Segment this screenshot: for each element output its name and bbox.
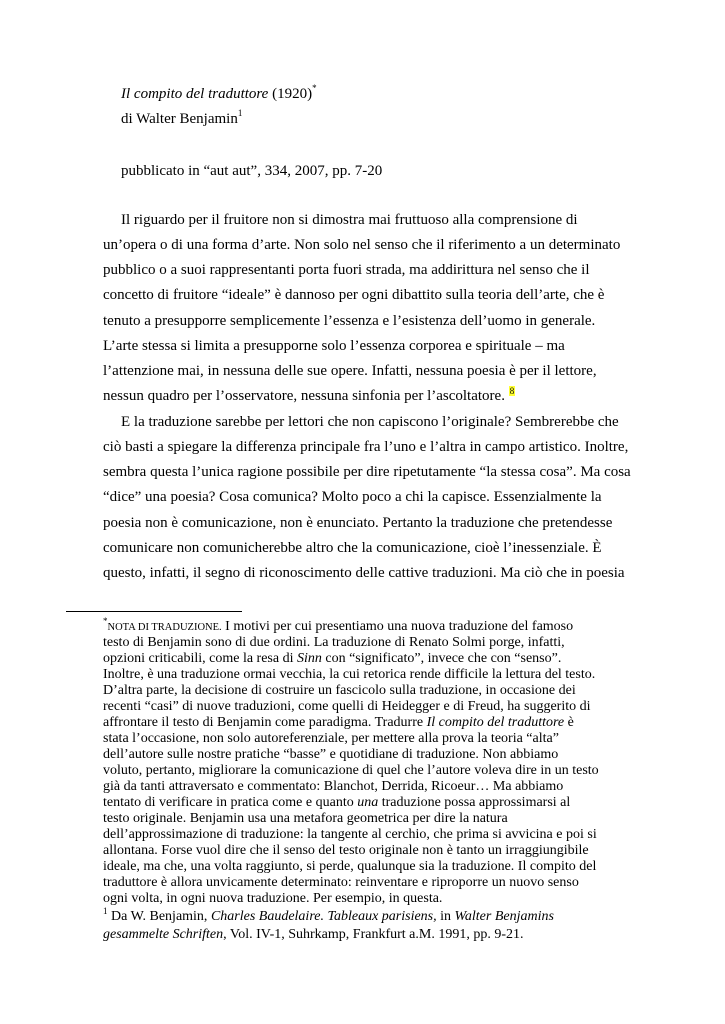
author-line	[121, 108, 243, 128]
footnote-text: è	[564, 715, 574, 730]
footnote-mark: *	[103, 616, 108, 626]
footnote-label: NOTA DI TRADUZIONE.	[107, 622, 222, 633]
title-line	[121, 83, 317, 103]
footnote-italic: una	[357, 795, 379, 810]
body-line: concetto di fruitore “ideale” è dannoso per ogni dibattito sulla teoria dell’arte, che è	[103, 287, 605, 303]
title-note-mark[interactable]: *	[312, 83, 317, 93]
body-line: pubblico o a suoi rappresentanti porta fuori strada, ma addirittura nel senso che il	[103, 262, 590, 278]
body-line: E la traduzione sarebbe per lettori che non capiscono l’originale? Sembrerebbe che	[121, 414, 619, 430]
footnote-line: D’altra parte, la decisione di costruire un fascicolo sulla traduzione, in occasione dei	[103, 683, 576, 698]
footnote-text: con “significato”, invece che con “senso”.	[321, 651, 562, 666]
footnote-text: traduzione possa approssimarsi al	[378, 795, 571, 810]
body-line: L’arte stessa si limita a presupporne solo l’essenza corporea e spirituale – ma	[103, 338, 565, 354]
footnote-italic: gesammelte Schriften	[103, 927, 224, 942]
body-line-with-mark	[103, 388, 515, 405]
footnote-line	[103, 616, 574, 635]
footnote-text: Da W. Benjamin,	[107, 909, 211, 924]
body-line: “dice” una poesia? Cosa comunica? Molto poco a chi la capisce. Essenzialmente la	[103, 489, 602, 505]
footnote-text: I motivi per cui presentiamo una nuova traduzione del famoso	[221, 619, 574, 634]
footnote-line: stata l’occasione, non solo autoreferenziale, per mettere alla prova la teoria “alta”	[103, 731, 559, 746]
author-note-mark[interactable]: 1	[237, 108, 243, 118]
footnote-line	[103, 795, 570, 811]
footnote-line: recenti “casi” di nuove traduzioni, come quelli di Heidegger e di Freud, ha suggerito di	[103, 699, 591, 714]
footnote-text: , Vol. IV-1, Suhrkamp, Frankfurt a.M. 1991, pp. 9-21.	[223, 927, 524, 942]
body-line: questo, infatti, il segno di riconoscimento delle cattive traduzioni. Ma ciò che in poesia	[103, 565, 625, 581]
body-line-text: nessun quadro per l’osservatore, nessuna sinfonia per l’ascoltatore.	[103, 388, 509, 404]
footnote-line: voluto, pertanto, migliorare la comunicazione di quel che l’autore voleva dire in un testo	[103, 763, 599, 778]
footnote-separator	[66, 611, 242, 612]
footnote-line: dell’approssimazione di traduzione: la tangente al cerchio, che prima si avvicina e poi si	[103, 827, 597, 842]
footnote-line: testo originale. Benjamin usa una metafora geometrica per dire la natura	[103, 811, 508, 826]
footnote-italic: Walter Benjamins	[454, 909, 554, 924]
footnote-line: testo di Benjamin sono di due ordini. La traduzione di Renato Solmi porge, infatti,	[103, 635, 565, 650]
footnote-line: allontana. Forse vuol dire che il senso del testo originale non è tanto un irraggiungibile	[103, 843, 589, 858]
body-line: tenuto a presupporre semplicemente l’essenza e l’esistenza dell’uomo in generale.	[103, 313, 596, 329]
body-line: l’attenzione mai, in nessuna delle sue opere. Infatti, nessuna poesia è per il lettore,	[103, 363, 597, 379]
highlighted-note-mark[interactable]: 8	[509, 386, 515, 396]
footnote-line: Inoltre, è una traduzione ormai vecchia, la cui retorica rende difficile la lettura del testo.	[103, 667, 596, 682]
body-line: Il riguardo per il fruitore non si dimostra mai fruttuoso alla comprensione di	[121, 212, 578, 228]
footnote-line: già da tanti attraversato e commentato: Blanchot, Derrida, Ricoeur… Ma abbiamo	[103, 779, 564, 794]
footnote-italic: Sinn	[296, 651, 322, 666]
publication-line: pubblicato in “aut aut”, 334, 2007, pp. 7-20	[121, 163, 383, 179]
footnote-line	[103, 715, 574, 731]
body-line: ciò basti a spiegare la differenza principale fra l’uno e l’altra in campo artistico. Inoltre,	[103, 439, 629, 455]
body-line: un’opera o di una forma d’arte. Non solo nel senso che il riferimento a un determinato	[103, 237, 621, 253]
title-text: Il compito del traduttore	[121, 86, 269, 102]
footnote-italic: Il compito del traduttore	[426, 715, 565, 730]
body-line: poesia non è comunicazione, non è enunciato. Pertanto la traduzione che pretendesse	[103, 515, 613, 531]
footnote-text: in	[436, 909, 455, 924]
footnote-line	[103, 927, 523, 943]
body-line: comunicare non comunicherebbe altro che la comunicazione, cioè l’inessenziale. È	[103, 540, 602, 556]
footnote-line: traduttore è allora unvicamente determinato: reinventare e riproporre un nuovo senso	[103, 875, 579, 890]
footnote-mark: 1	[103, 906, 108, 916]
footnote-line: ideale, ma che, una volta raggiunto, si perde, qualunque sia la traduzione. Il compito del	[103, 859, 597, 874]
footnote-line	[103, 906, 554, 925]
footnote-text: tentato di verificare in pratica come e quanto	[103, 795, 358, 810]
title-year: (1920)	[268, 86, 313, 102]
footnote-text: affrontare il testo di Benjamin come paradigma. Tradurre	[103, 715, 427, 730]
footnote-italic: Charles Baudelaire. Tableaux parisiens,	[210, 909, 437, 924]
body-line: sembra questa l’unica ragione possibile per dire ripetutamente “la stessa cosa”. Ma cosa	[103, 464, 631, 480]
footnote-text: opzioni criticabili, come la resa di	[103, 651, 297, 666]
footnote-line	[103, 651, 561, 667]
footnote-line: dell’autore sulle nostre pratiche “basse” e quotidiane di traduzione. Non abbiamo	[103, 747, 559, 762]
footnote-line: ogni volta, in ogni nuova traduzione. Per esempio, in questa.	[103, 891, 443, 906]
author-text: di Walter Benjamin	[121, 111, 238, 127]
